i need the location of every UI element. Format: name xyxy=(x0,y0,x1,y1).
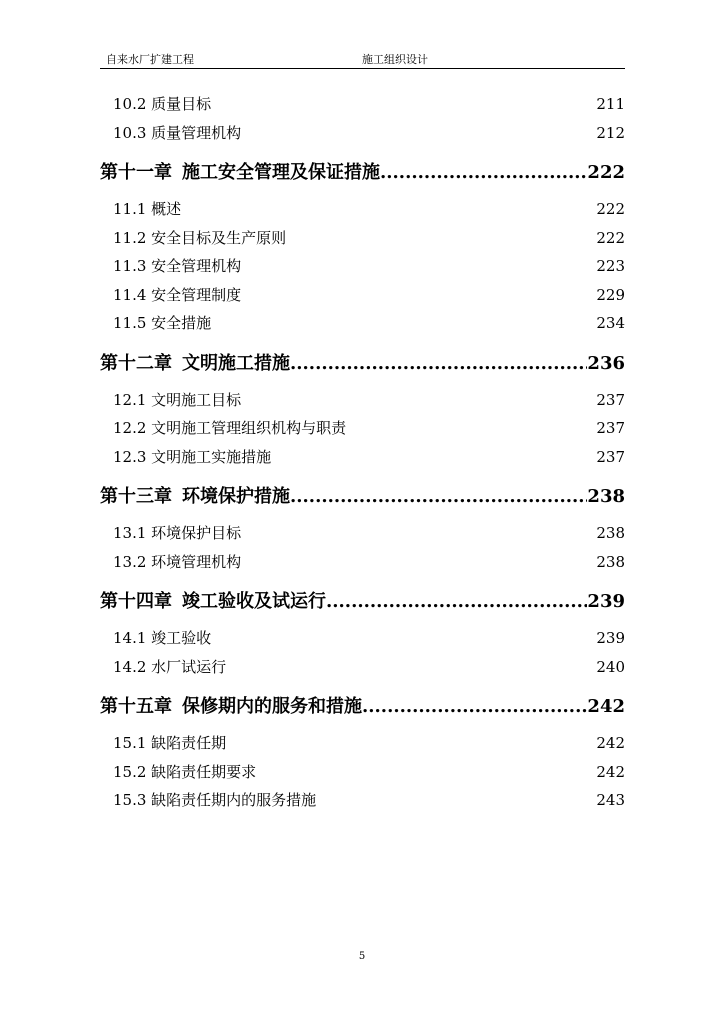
toc-entry-section[interactable] xyxy=(100,548,625,577)
toc-entry-page: 237 xyxy=(596,390,625,409)
toc-entry-section[interactable] xyxy=(100,386,625,415)
toc-leader-dots xyxy=(290,483,587,511)
toc-entry-title: 13.1 环境保护目标 xyxy=(113,524,242,542)
toc-leader-dots xyxy=(326,588,587,616)
toc-entry-page: 240 xyxy=(596,657,625,676)
toc-entry-title: 12.2 文明施工管理组织机构与职责 xyxy=(113,419,347,437)
toc-entry-chapter[interactable] xyxy=(100,693,625,721)
toc-entry-section[interactable] xyxy=(100,786,625,815)
toc-entry-section[interactable] xyxy=(100,195,625,224)
toc-leader-dots xyxy=(362,693,587,721)
toc-entry-page: 222 xyxy=(596,228,625,247)
toc-entry-chapter[interactable] xyxy=(100,483,625,511)
toc-entry-page: 223 xyxy=(596,257,625,275)
toc-chapter-heading xyxy=(100,159,380,187)
toc-entry-title: 14.1 竣工验收 xyxy=(113,629,212,647)
toc-chapter-number: 第十四章 xyxy=(100,591,172,612)
page-header xyxy=(100,52,625,69)
toc-chapter-page: 242 xyxy=(587,696,625,717)
toc-entry-title: 11.3 安全管理机构 xyxy=(113,257,242,275)
toc-entry-page: 222 xyxy=(596,200,625,218)
toc-chapter-number: 第十一章 xyxy=(100,162,172,183)
toc-entry-page: 237 xyxy=(596,419,625,437)
toc-chapter-page: 238 xyxy=(587,486,625,507)
toc-entry-page: 212 xyxy=(596,123,625,142)
toc-chapter-number: 第十二章 xyxy=(100,352,172,374)
toc-chapter-heading xyxy=(100,588,326,616)
toc-entry-title: 12.3 文明施工实施措施 xyxy=(113,447,272,466)
toc-entry-section[interactable] xyxy=(100,224,625,253)
toc-entry-title: 11.5 安全措施 xyxy=(113,314,212,332)
toc-entry-title: 11.4 安全管理制度 xyxy=(113,285,242,304)
toc-chapter-title: 施工安全管理及保证措施 xyxy=(182,162,380,183)
toc-entry-chapter[interactable] xyxy=(100,159,625,187)
toc-entry-title: 15.1 缺陷责任期 xyxy=(113,734,227,752)
toc-entry-title: 11.1 概述 xyxy=(113,200,182,218)
toc-entry-page: 242 xyxy=(596,762,625,781)
toc-entry-page: 234 xyxy=(596,314,625,332)
toc-entry-section[interactable] xyxy=(100,624,625,653)
toc-entry-page: 238 xyxy=(596,524,625,542)
toc-chapter-heading xyxy=(100,483,290,511)
toc-entry-title: 10.3 质量管理机构 xyxy=(113,123,242,142)
toc-entry-title: 11.2 安全目标及生产原则 xyxy=(113,228,287,247)
toc-leader-dots xyxy=(290,350,587,378)
toc-chapter-page: 236 xyxy=(587,352,625,374)
header-document-title: 施工组织设计 xyxy=(362,53,428,66)
toc-leader-dots xyxy=(380,159,587,187)
toc-chapter-page: 239 xyxy=(587,591,625,612)
toc-entry-chapter[interactable] xyxy=(100,350,625,378)
toc-entry-page: 238 xyxy=(596,552,625,571)
toc-entry-section[interactable] xyxy=(100,758,625,787)
toc-chapter-heading xyxy=(100,350,290,378)
toc-chapter-heading xyxy=(100,693,362,721)
toc-chapter-title: 环境保护措施 xyxy=(182,486,290,507)
toc-entry-title: 12.1 文明施工目标 xyxy=(113,390,242,409)
toc-entry-title: 10.2 质量目标 xyxy=(113,95,212,113)
toc-entry-section[interactable] xyxy=(100,653,625,682)
toc-entry-page: 239 xyxy=(596,629,625,647)
toc-entry-page: 243 xyxy=(596,791,625,809)
page-footer xyxy=(0,951,724,962)
toc-entry-page: 229 xyxy=(596,285,625,304)
toc-chapter-number: 第十三章 xyxy=(100,486,172,507)
toc-entry-page: 211 xyxy=(596,95,625,113)
toc-entry-section[interactable] xyxy=(100,252,625,281)
toc-chapter-title: 文明施工措施 xyxy=(182,352,290,374)
toc-entry-chapter[interactable] xyxy=(100,588,625,616)
header-project-name: 自来水厂扩建工程 xyxy=(106,53,194,66)
toc-entry-section[interactable] xyxy=(100,281,625,310)
toc-chapter-title: 保修期内的服务和措施 xyxy=(182,696,362,717)
table-of-contents xyxy=(100,90,625,815)
toc-entry-section[interactable] xyxy=(100,90,625,119)
toc-entry-section[interactable] xyxy=(100,729,625,758)
toc-entry-page: 237 xyxy=(596,447,625,466)
toc-entry-section[interactable] xyxy=(100,309,625,338)
toc-entry-title: 15.2 缺陷责任期要求 xyxy=(113,762,257,781)
toc-entry-section[interactable] xyxy=(100,414,625,443)
toc-chapter-title: 竣工验收及试运行 xyxy=(182,591,326,612)
toc-entry-title: 14.2 水厂试运行 xyxy=(113,657,227,676)
toc-entry-section[interactable] xyxy=(100,119,625,148)
toc-chapter-page: 222 xyxy=(587,162,625,183)
toc-entry-title: 13.2 环境管理机构 xyxy=(113,552,242,571)
page-number: 5 xyxy=(358,951,366,962)
toc-entry-section[interactable] xyxy=(100,519,625,548)
toc-entry-page: 242 xyxy=(596,734,625,752)
toc-chapter-number: 第十五章 xyxy=(100,696,172,717)
toc-entry-section[interactable] xyxy=(100,443,625,472)
toc-entry-title: 15.3 缺陷责任期内的服务措施 xyxy=(113,791,317,809)
